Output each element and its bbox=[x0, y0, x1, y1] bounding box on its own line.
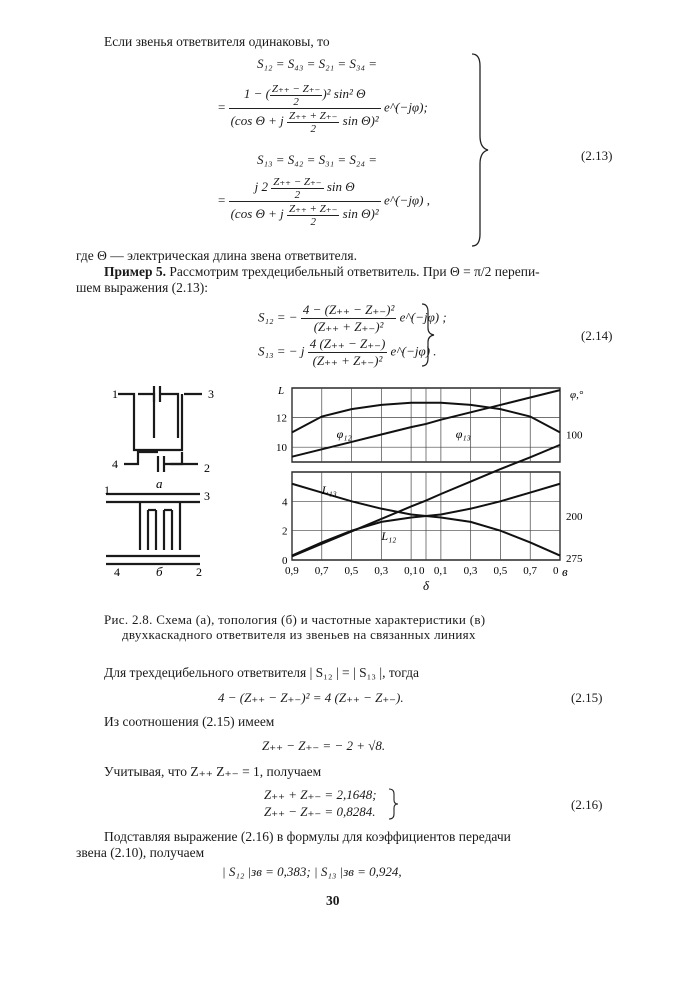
eq216-a: Z₊₊ + Z₊₋ = 2,1648; bbox=[264, 787, 377, 802]
port-b-1: 1 bbox=[104, 483, 110, 497]
x-tick-8: 0,5 bbox=[493, 565, 508, 577]
tick-lower-left-0: 4 bbox=[282, 496, 288, 509]
x-tick-6: 0,1 bbox=[433, 565, 448, 577]
eq213-den1-d: sin Θ)² bbox=[342, 112, 379, 128]
x-tick-1: 0,7 bbox=[314, 565, 329, 577]
eq213-phase2: e^(−jφ) , bbox=[383, 192, 430, 208]
para3: Учитывая, что Z₊₊ Z₊₋ = 1, получаем bbox=[104, 764, 322, 779]
sub-label-a: а bbox=[156, 476, 163, 491]
eq213-den1-c: 2 bbox=[287, 122, 339, 135]
tick-lower-left-2: 0 bbox=[282, 555, 288, 567]
eq213-num1-c: 2 bbox=[270, 95, 322, 108]
eq215: 4 − (Z₊₊ − Z₊₋)² = 4 (Z₊₊ − Z₊₋). bbox=[218, 690, 404, 705]
eq216-b: Z₊₊ − Z₊₋ = 0,8284. bbox=[264, 804, 376, 819]
x-tick-5: 0 bbox=[419, 565, 425, 577]
x-tick-2: 0,5 bbox=[344, 565, 359, 577]
eq214-brace bbox=[420, 302, 436, 368]
x-tick-0: 0,9 bbox=[285, 565, 299, 577]
eq213-den2-a: (cos Θ + j bbox=[230, 205, 284, 221]
eq214-s13 bbox=[258, 336, 437, 369]
port-a-2: 2 bbox=[204, 461, 210, 475]
eq213-num2-b: Z₊₊ − Z₊₋ bbox=[273, 176, 322, 188]
tick-upper-left-1: 10 bbox=[276, 442, 287, 455]
port-a-3: 3 bbox=[208, 387, 214, 401]
para4-line2: звена (2.10), получаем bbox=[76, 845, 205, 860]
eq213-num1-b: Z₊₊ − Z₊₋ bbox=[271, 83, 321, 95]
eq215-label: (2.15) bbox=[571, 690, 603, 705]
tick-lower-left-1: 2 bbox=[282, 525, 288, 538]
schematic-figure bbox=[98, 378, 228, 578]
eq214-s13-lhs: S₁₃ = − j bbox=[258, 343, 305, 359]
eq-final: | S₁₂ |зв = 0,383; | S₁₃ |зв = 0,924, bbox=[222, 864, 402, 879]
eq213-den2-b: Z₊₊ + Z₊₋ bbox=[289, 203, 338, 215]
eq213-num2-c: 2 bbox=[271, 188, 323, 201]
port-a-1: 1 bbox=[112, 387, 118, 401]
eq213-num1-a: 1 − ( bbox=[243, 85, 270, 101]
eq213-line1: S₁₂ = S₄₃ = S₂₁ = S₃₄ = bbox=[257, 56, 377, 71]
x-axis-label: δ bbox=[423, 578, 430, 593]
label-phi12: φ₁₂ bbox=[336, 427, 352, 441]
eq213-fraction1: = 1 − ( $\frac{Z_{++} - Z_{+-}}{2}$ )² sin² Θ (cos Θ + j $\frac{Z_{++} + Z_{+-}}{2}$ sin Θ)² e^(−jφ); bbox=[218, 83, 428, 135]
schematic-b bbox=[106, 494, 200, 564]
eq213-den2-d: sin Θ)² bbox=[342, 205, 379, 221]
eq214-s13-num: 4 (Z₊₊ − Z₊₋) bbox=[309, 336, 386, 351]
schematic-a bbox=[118, 386, 202, 472]
para2: Из соотношения (2.15) имеем bbox=[104, 714, 275, 729]
sub-label-c: в bbox=[562, 564, 568, 579]
label-L12: L₁₂ bbox=[381, 529, 397, 543]
eq213-line2: S₁₃ = S₄₂ = S₃₁ = S₂₄ = bbox=[257, 152, 377, 167]
eq214-s13-den: (Z₊₊ + Z₊₋)² bbox=[308, 352, 388, 369]
right-axis-title: φ,° bbox=[570, 389, 584, 401]
eq213-den2-c: 2 bbox=[287, 215, 339, 228]
where-text: где Θ — электрическая длина звена ответвителя. bbox=[76, 248, 357, 263]
eq214-s12-exp: e^(−jφ) ; bbox=[399, 309, 447, 325]
eq214-s12-num: 4 − (Z₊₊ − Z₊₋)² bbox=[302, 302, 395, 317]
tick-lower-right-0: 200 bbox=[566, 511, 583, 523]
x-tick-10: 0 bbox=[553, 565, 559, 577]
eq214-s12-lhs: S₁₂ = − bbox=[258, 309, 298, 325]
sub-label-b: б bbox=[156, 564, 163, 578]
eq214-s13-exp: e^(−jφ) . bbox=[390, 343, 437, 359]
example-line1 bbox=[104, 264, 540, 280]
figure-caption-line1: Рис. 2.8. Схема (а), топология (б) и частотные характеристики (в) bbox=[104, 612, 486, 627]
label-phi13: φ₁₃ bbox=[455, 427, 471, 441]
tick-lower-right-1: 275 bbox=[566, 552, 583, 565]
eq214-label: (2.14) bbox=[581, 328, 613, 343]
eq214-s12 bbox=[258, 302, 447, 335]
example-bold: Пример 5. bbox=[104, 264, 166, 279]
example-rest: Рассмотрим трехдецибельный ответвитель. При Θ = π/2 перепи- bbox=[165, 264, 540, 279]
para1: Для трехдецибельного ответвителя | S₁₂ | = | S₁₃ |, тогда bbox=[104, 665, 420, 680]
port-b-4: 4 bbox=[114, 565, 120, 578]
x-tick-3: 0,3 bbox=[374, 565, 389, 577]
x-tick-7: 0,3 bbox=[463, 565, 478, 577]
left-axis-title: L bbox=[278, 385, 285, 397]
eq216-label: (2.16) bbox=[571, 797, 603, 812]
eq213-num1-d: )² sin² Θ bbox=[322, 85, 366, 101]
eq213-den1-a: (cos Θ + j bbox=[230, 112, 284, 128]
eq213-num2-d: sin Θ bbox=[326, 178, 355, 194]
eq213-den1-b: Z₊₊ + Z₊₋ bbox=[289, 110, 338, 122]
label-L13: L₁₃ bbox=[321, 483, 337, 497]
x-tick-4: 0,1 bbox=[404, 565, 418, 577]
port-b-2: 2 bbox=[196, 565, 202, 578]
eq213-label: (2.13) bbox=[581, 148, 613, 163]
page-number: 30 bbox=[326, 893, 340, 908]
para4-line1: Подставляя выражение (2.16) в формулы для коэффициентов передачи bbox=[104, 829, 511, 844]
port-b-3: 3 bbox=[204, 489, 210, 503]
eq214-s12-den: (Z₊₊ + Z₊₋)² bbox=[301, 318, 397, 335]
eq213-fraction2: = j 2 $\frac{Z_{++} - Z_{+-}}{2}$ sin Θ (cos Θ + j $\frac{Z_{++} + Z_{+-}}{2}$ sin Θ)² e^(−jφ) , bbox=[218, 176, 430, 228]
eq213-num2-a: j 2 bbox=[254, 178, 268, 194]
frequency-chart bbox=[270, 380, 600, 600]
intro-text: Если звенья ответвителя одинаковы, то bbox=[104, 34, 330, 49]
port-a-4: 4 bbox=[112, 457, 118, 471]
tick-upper-right-0: 100 bbox=[566, 429, 583, 442]
eq213-brace bbox=[470, 52, 490, 248]
example-line2: шем выражения (2.13): bbox=[76, 280, 209, 295]
eq-root: Z₊₊ − Z₊₋ = − 2 + √8. bbox=[262, 738, 386, 753]
eq213-phase1: e^(−jφ); bbox=[383, 99, 428, 115]
x-tick-9: 0,7 bbox=[523, 565, 537, 577]
eq216-brace bbox=[388, 788, 400, 820]
figure-caption-line2: двухкаскадного ответвителя из звеньев на связанных линиях bbox=[122, 627, 476, 642]
tick-upper-left-0: 12 bbox=[276, 412, 287, 425]
